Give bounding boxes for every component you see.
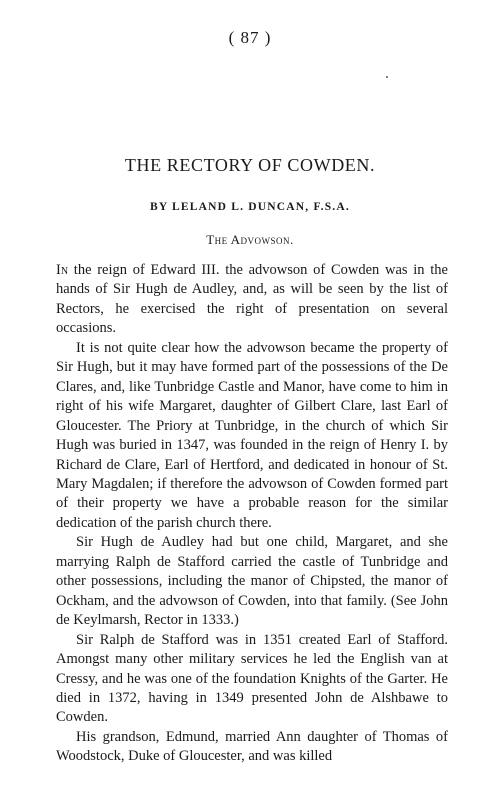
- article-body: [56, 261, 448, 767]
- author-byline: BY LELAND L. DUNCAN, F.S.A.: [150, 201, 350, 213]
- paragraph-3: Sir Hugh de Audley had but one child, Margaret, and she marrying Ralph de Stafford carried the castle of Tunbridge and other possessions, including the manor of Chipsted, the manor of Ockham, and the advowson of Cowden, into that family. (See John de Keylmarsh, Rector in 1333.): [56, 534, 448, 629]
- print-speck: [386, 76, 388, 78]
- section-heading: The Advowson.: [206, 232, 294, 247]
- page-number: ( 87 ): [228, 28, 272, 47]
- paragraph-1: [56, 261, 448, 339]
- paragraph-text: the reign of Edward III. the advowson of Cowden was in the hands of Sir Hugh de Audley, and, as will be seen by the list of Rectors, he exercised the right of presentation on several occasions.: [56, 262, 448, 337]
- paragraph-5: His grandson, Edmund, married Ann daughter of Thomas of Woodstock, Duke of Gloucester, and was killed: [56, 728, 448, 765]
- paragraph-4: Sir Ralph de Stafford was in 1351 created Earl of Stafford. Amongst many other military services he led the English van at Cressy, and he was one of the foundation Knights of the Garter. He died in 1372, having in 1349 presented John de Alshbawe to Cowden.: [56, 631, 448, 726]
- paragraph-lead-word: In: [56, 262, 69, 278]
- article-title: THE RECTORY OF COWDEN.: [124, 155, 376, 175]
- paragraph-2: It is not quite clear how the advowson became the property of Sir Hugh, but it may have formed part of the possessions of the De Clares, and, like Tunbridge Castle and Manor, have come to him in right of his wife Margaret, daughter of Gilbert Clare, last Earl of Gloucester. The Priory at Tunbridge, in the church of which Sir Hugh was buried in 1347, was founded in the reign of Henry I. by Richard de Clare, Earl of Hertford, and dedicated in honour of St. Mary Magdalen; if therefore the advowson of Cowden formed part of their property we have a probable reason for the similar dedication of the parish church there.: [56, 339, 448, 531]
